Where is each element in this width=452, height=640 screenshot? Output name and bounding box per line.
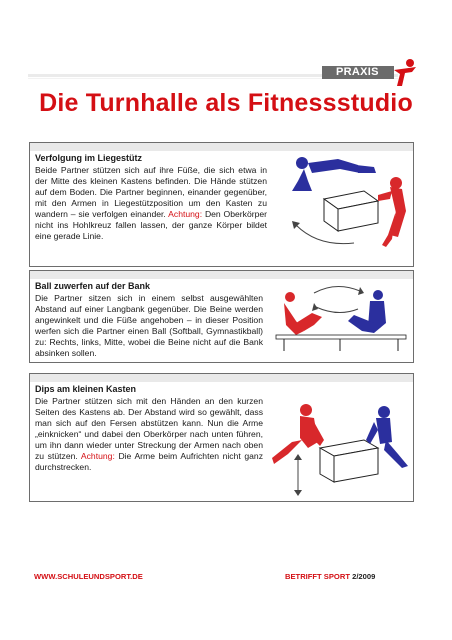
warning-label: Achtung: bbox=[168, 209, 203, 219]
dips-box-illustration bbox=[268, 382, 410, 496]
exercise-card-ball-bank bbox=[29, 270, 414, 363]
exercise-description: Beide Partner stützen sich auf ihre Füße, die sich etwa in der Mitte des kleinen Kastens befinden. Die Hände stützen auf dem Boden. Die Partner beginnen, einander gegenüber, mit den Armen in Liegestützposition um den Kasten zu wandern – sie verfolgen einander. bbox=[35, 165, 267, 219]
pushup-chase-illustration bbox=[278, 151, 410, 259]
exercise-text bbox=[35, 384, 263, 473]
page-title: Die Turnhalle als Fitnessstudio bbox=[39, 89, 413, 117]
praxis-figure-logo-icon bbox=[390, 56, 418, 90]
exercise-text bbox=[35, 281, 263, 359]
ball-bench-illustration bbox=[274, 277, 410, 359]
exercise-heading: Dips am kleinen Kasten bbox=[35, 384, 137, 394]
card-top-band bbox=[30, 143, 413, 151]
warning-text: Die Arme beim Aufrichten nicht ganz durchstrecken. bbox=[35, 451, 264, 472]
exercise-description: Die Partner stützen sich mit den Händen an den kurzen Seiten des Kastens ab. Der Abstand wird so gewählt, dass man sich auf den Fersen abstützen kann. Nun die Arme „einknicken“ und dabei den Oberkörper nach unten führen, um ihn dann wieder unter Streckung der Armen nach oben zu stützen. bbox=[35, 396, 263, 461]
exercise-description: Die Partner sitzen sich in einem selbst ausgewählten Abstand auf einer Langbank gegenüber. Die Beine werden angewinkelt und die Füße angehoben – in dieser Position werfen sich die Partner einen Ball (Softball, Gymnastikball) zu: Rechts, links, Mitte, wobei die Beine nicht auf die Bank absinken sollen. bbox=[35, 293, 263, 358]
exercise-heading: Verfolgung im Liegestütz bbox=[35, 153, 143, 163]
exercise-card-liegestuetz bbox=[29, 142, 414, 267]
footer-website: WWW.SCHULEUNDSPORT.DE bbox=[34, 572, 143, 581]
praxis-label: PRAXIS bbox=[336, 66, 379, 78]
card-top-band bbox=[30, 374, 413, 382]
warning-text: Den Oberkörper nicht ins Hohlkreuz fallen lassen, der ganze Körper bildet eine gerade Linie. bbox=[35, 209, 268, 241]
footer-issue: 2/2009 bbox=[352, 572, 376, 581]
footer-magazine-name: BETRIFFT SPORT bbox=[285, 572, 350, 581]
exercise-card-dips bbox=[29, 373, 414, 502]
exercise-text bbox=[35, 153, 267, 242]
exercise-heading: Ball zuwerfen auf der Bank bbox=[35, 281, 151, 291]
footer-magazine bbox=[285, 572, 375, 581]
warning-label: Achtung: bbox=[80, 451, 115, 461]
